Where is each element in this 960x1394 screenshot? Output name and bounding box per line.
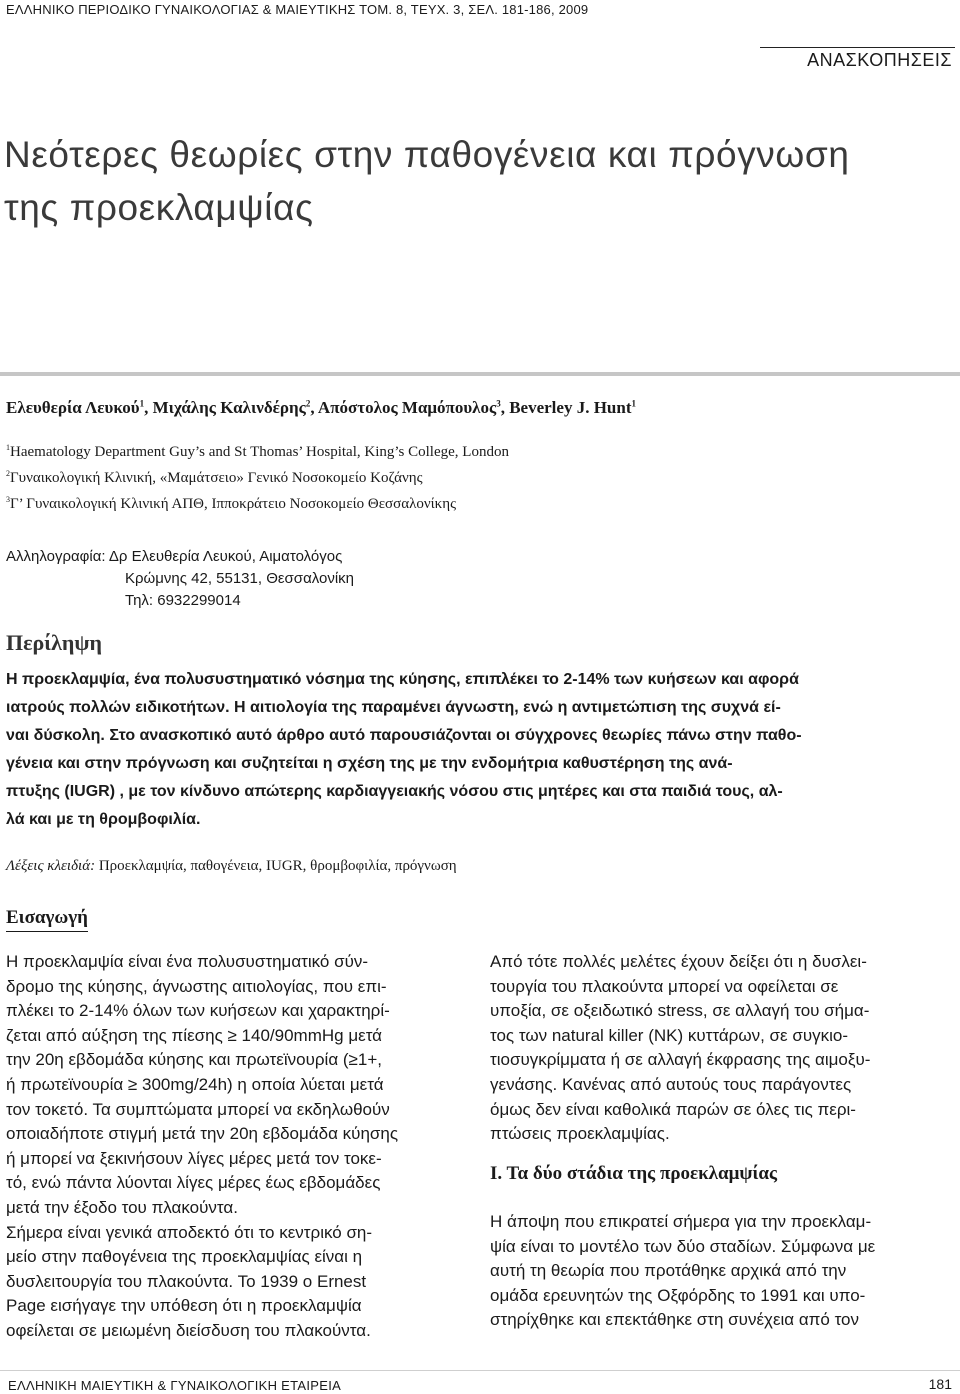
abstract-line: ναι δύσκολη. Στο ανασκοπικό αυτό άρθρο αυτό παρουσιάζονται οι σύγχρονες θεωρίες πάνω στην παθο- [6,727,802,744]
journal-header: ΕΛΛΗΝΙΚΟ ΠΕΡΙΟΔΙΚΟ ΓΥΝΑΙΚΟΛΟΓΙΑΣ & ΜΑΙΕΥΤΙΚΗΣ ΤΟΜ. 8, ΤΕΥΧ. 3, ΣΕΛ. 181-186, 2009 [6,2,589,17]
correspondence-address: Κρώμνης 42, 55131, Θεσσαλονίκη [125,570,355,587]
keywords-text: Προεκλαμψία, παθογένεια, IUGR, θρομβοφιλία, πρόγνωση [98,858,457,874]
body-line: Page εισήγαγε την υπόθεση ότι η προεκλαμψία [6,1296,362,1316]
body-line: πτώσεις προεκλαμψίας. [490,1124,670,1144]
author-affil-sup: 1 [631,398,636,409]
body-line: στηρίχθηκε και επεκτάθηκε στη συνέχεια από τον [490,1310,860,1330]
body-line: ψία είναι το μοντέλο των δύο σταδίων. Σύμφωνα με [490,1236,876,1256]
affil-sup: 2 [6,469,10,478]
body-line: ή μπορεί να ξεκινήσουν λίγες μέρες μετά τον τοκε- [6,1148,382,1168]
body-line: τό, ενώ πάντα λύονται λίγες μέρες έως εβδομάδες [6,1173,381,1193]
body-line: Από τότε πολλές μελέτες έχουν δείξει ότι η δυσλει- [490,952,867,971]
body-line: αυτή τη θεωρία που προτάθηκε αρχικά από την [490,1261,847,1281]
affil-text: Haematology Department Guy’s and St Thomas’ Hospital, King’s College, London [10,444,509,460]
affil-sup: 1 [6,443,10,452]
body-line: οφείλεται σε μειωμένη διείσδυση του πλακούντα. [6,1320,371,1340]
body-line: Η προεκλαμψία είναι ένα πολυσυστηματικό σύν- [6,952,369,971]
author-affil-sup: 1 [139,398,145,409]
body-line: ζεται από αύξηση της πίεσης ≥ 140/90mmHg μετά [6,1025,383,1045]
section-rule [760,47,955,48]
body-column-right [490,950,954,1147]
correspondence-line: Αλληλογραφία: Δρ Ελευθερία Λευκού, Αιματολόγος [6,548,343,565]
author-name: , Απόστολος Μαμόπουλος [310,398,497,417]
body-line: μείο στην παθογένεια της προεκλαμψίας είναι η [6,1247,363,1267]
body-line: την 20η εβδομάδα κύησης και πρωτεϊνουρία (≥1+, [6,1050,382,1070]
author-affil-sup: 3 [496,398,501,409]
intro-heading: Εισαγωγή [6,907,88,928]
affiliation-line [6,463,509,489]
body-line: Η άποψη που επικρατεί σήμερα για την προεκλαμ- [490,1212,872,1231]
affil-text: Γ’ Γυναικολογική Κλινική ΑΠΘ, Ιπποκράτειο Νοσοκομείο Θεσσαλονίκης [10,496,457,512]
body-line: τουργία του πλακούντα μπορεί να οφείλεται σε [490,976,839,996]
author-name: Ελευθερία Λευκού [6,398,140,417]
author-name: , Beverley J. Hunt [500,398,632,417]
affil-text: Γυναικολογική Κλινική, «Μαμάτσειο» Γενικό Νοσοκομείο Κοζάνης [10,470,423,486]
affiliation-line [6,437,509,463]
abstract-line: γένεια και στην πρόγνωση και συζητείται η σχέση της με την ενδομήτρια καθυστέρηση της ανά- [6,755,733,772]
body-line: τος των natural killer (NK) κυττάρων, σε συγκιο- [490,1025,849,1045]
affiliation-line [6,489,509,515]
abstract-line: πτυξης (IUGR) , με τον κίνδυνο απώτερης καρδιαγγειακής νόσου στις μητέρες και στα παιδιά τους, αλ- [6,783,783,800]
title-line-1: Νεότερες θεωρίες στην παθογένεια και πρόγνωση [4,134,850,175]
section-body [490,1210,954,1333]
footer-society: ΕΛΛΗΝΙΚΗ ΜΑΙΕΥΤΙΚΗ & ΓΥΝΑΙΚΟΛΟΓΙΚΗ ΕΤΑΙΡΕΙΑ [8,1378,342,1393]
body-line: πλέκει το 2-14% όλων των κυήσεων και χαρακτηρί- [6,1001,390,1021]
body-line: Σήμερα είναι γενικά αποδεκτό ότι το κεντρικό ση- [6,1222,373,1242]
affil-sup: 3 [6,495,10,504]
body-line: ή πρωτεϊνουρία ≥ 300mg/24h) η οποία λύεται μετά [6,1074,384,1094]
body-line: όμως δεν είναι καθολικά παρών σε όλες τις περι- [490,1099,856,1119]
affiliations [6,437,509,515]
author-list [6,398,636,418]
body-line: οποιαδήποτε στιγμή μετά την 20η εβδομάδα κύησης [6,1124,399,1144]
correspondence [6,546,354,612]
author-name: , Μιχάλης Καλινδέρης [144,398,306,417]
section-label: ΑΝΑΣΚΟΠΗΣΕΙΣ [807,50,952,70]
abstract-heading: Περίληψη [6,630,103,655]
body-line: τον τοκετό. Τα συμπτώματα μπορεί να εκδηλωθούν [6,1099,390,1119]
correspondence-phone: Τηλ: 6932299014 [125,592,241,609]
section-heading: Ι. Τα δύο στάδια της προεκλαμψίας [490,1163,777,1184]
body-line: υποξία, σε οξειδωτικό stress, σε αλλαγή του σήμα- [490,1001,870,1021]
title-line-2: της προεκλαμψίας [4,187,314,228]
body-line: δρομο της κύησης, άγνωστης αιτιολογίας, που επι- [6,976,387,996]
body-column-left [6,950,466,1344]
footer-rule [0,1370,960,1371]
abstract-line: Η προεκλαμψία, ένα πολυσυστηματικό νόσημα της κύησης, επιπλέκει το 2-14% των κυήσεων και αφορά [6,671,799,688]
keywords [6,858,457,875]
body-line: δυσλειτουργία του πλακούντα. Το 1939 ο Ernest [6,1271,367,1291]
abstract-line: λά και με τη θρομβοφιλία. [6,811,201,828]
body-line: ομάδα ερευνητών της Οξφόρδης το 1991 και υπο- [490,1285,866,1305]
abstract-line: ιατρούς πολλών ειδικοτήτων. Η αιτιολογία της παραμένει άγνωστη, ενώ η αντιμετώπιση της συχνά εί- [6,699,781,716]
page-number: 181 [928,1376,952,1392]
body-line: γενάσης. Κανένας από αυτούς τους παράγοντες [490,1074,852,1094]
author-affil-sup: 2 [305,398,311,409]
abstract-body [6,666,954,834]
article-title [4,128,850,234]
keywords-label: Λέξεις κλειδιά: [6,858,96,874]
body-line: τιοσυγκρίμματα ή σε αλλαγή έκφρασης της αιμοξυ- [490,1050,871,1070]
body-line: μετά την έξοδο του πλακούντα. [6,1197,238,1217]
title-divider-band [0,372,960,376]
